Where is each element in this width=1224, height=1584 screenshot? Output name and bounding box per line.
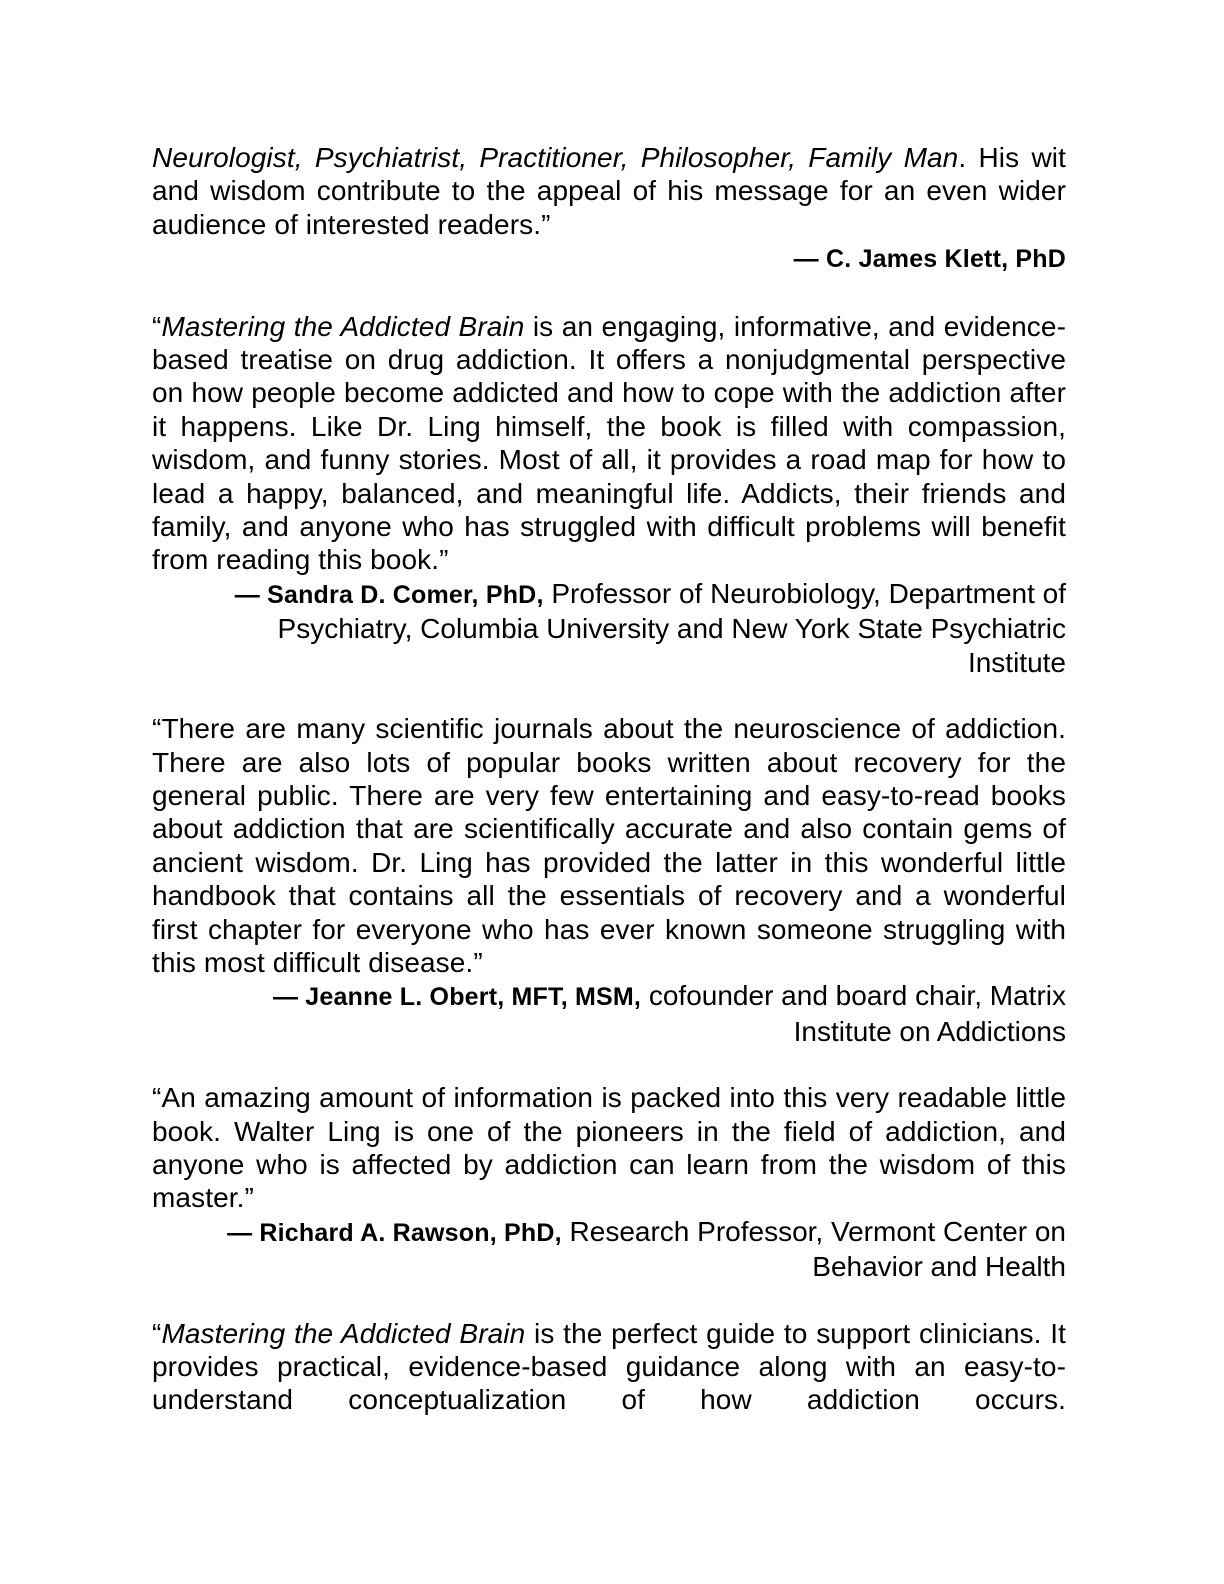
endorsement-quote: [152, 1317, 1066, 1417]
endorsement-block: [152, 1081, 1066, 1283]
attribution-title: cofounder and board chair, Matrix Institute on Addictions: [641, 980, 1066, 1047]
endorsement-block: [152, 712, 1066, 1048]
attribution-title: Research Professor, Vermont Center on Behavior and Health: [561, 1215, 1066, 1283]
attribution-name: — C. James Klett, PhD: [793, 245, 1066, 274]
quote-italic-lead: Mastering the Addicted Brain: [161, 310, 525, 342]
attribution-name: — Richard A. Rawson, PhD,: [227, 1218, 562, 1247]
quote-italic-lead: Mastering the Addicted Brain: [161, 1317, 526, 1349]
endorsement-quote: [152, 141, 1066, 241]
quote-open-mark: “: [152, 1317, 162, 1349]
quote-open-mark: “: [152, 713, 162, 745]
quote-body-text: is the perfect guide to support clinicians. It provides practical, evidence-based guidance along with an easy-to-understand conceptualization of how addiction occurs.: [152, 1317, 1066, 1416]
endorsement-attribution: [152, 1215, 1066, 1284]
endorsement-block: [152, 141, 1066, 277]
attribution-title: Professor of Neurobiology, Department of Psychiatry, Columbia University and New York State Psychiatric Institute: [277, 577, 1066, 678]
attribution-name: — Sandra D. Comer, PhD,: [234, 580, 544, 609]
quote-open-mark: “: [152, 1082, 162, 1114]
endorsement-quote: [152, 310, 1066, 577]
endorsement-attribution: [152, 241, 1066, 276]
endorsement-quote: [152, 712, 1066, 979]
attribution-name: — Jeanne L. Obert, MFT, MSM,: [272, 983, 642, 1012]
quote-body-text: There are many scientific journals about the neuroscience of addiction. There are also lots of popular books written about recovery for the general public. There are very few entertaining and easy-to-read books about addiction that are scientifically accurate and also contain gems of ancient wisdom. Dr. Ling has provided the latter in this wonderful little handbook that contains all the essentials of recovery and a wonderful first chapter for everyone who has ever known someone struggling with this most difficult disease.”: [152, 713, 1066, 978]
endorsement-quote: [152, 1081, 1066, 1215]
endorsement-attribution: [152, 979, 1066, 1048]
quote-body-text: . His wit and wisdom contribute to the appeal of his message for an even wider audience of interested readers.”: [152, 142, 1067, 240]
endorsement-block: [152, 1317, 1066, 1417]
endorsement-attribution: [152, 577, 1066, 679]
quote-italic-lead: Neurologist, Psychiatrist, Practitioner, Philosopher, Family Man: [152, 142, 959, 173]
endorsement-block: [152, 310, 1066, 679]
quote-body-text: is an engaging, informative, and evidence-based treatise on drug addiction. It offers a nonjudgmental perspective on how people become addicted and how to cope with the addiction after it happens. Like Dr. Ling himself, the book is filled with compassion, wisdom, and funny stories. Most of all, it provides a road map for how to lead a happy, balanced, and meaningful life. Addicts, their friends and family, and anyone who has struggled with difficult problems will benefit from reading this book.”: [152, 310, 1066, 576]
quote-body-text: An amazing amount of information is packed into this very readable little book. Walter Ling is one of the pioneers in the field of addiction, and anyone who is affected by addiction can learn from the wisdom of this master.”: [152, 1082, 1066, 1214]
quote-open-mark: “: [152, 310, 162, 342]
